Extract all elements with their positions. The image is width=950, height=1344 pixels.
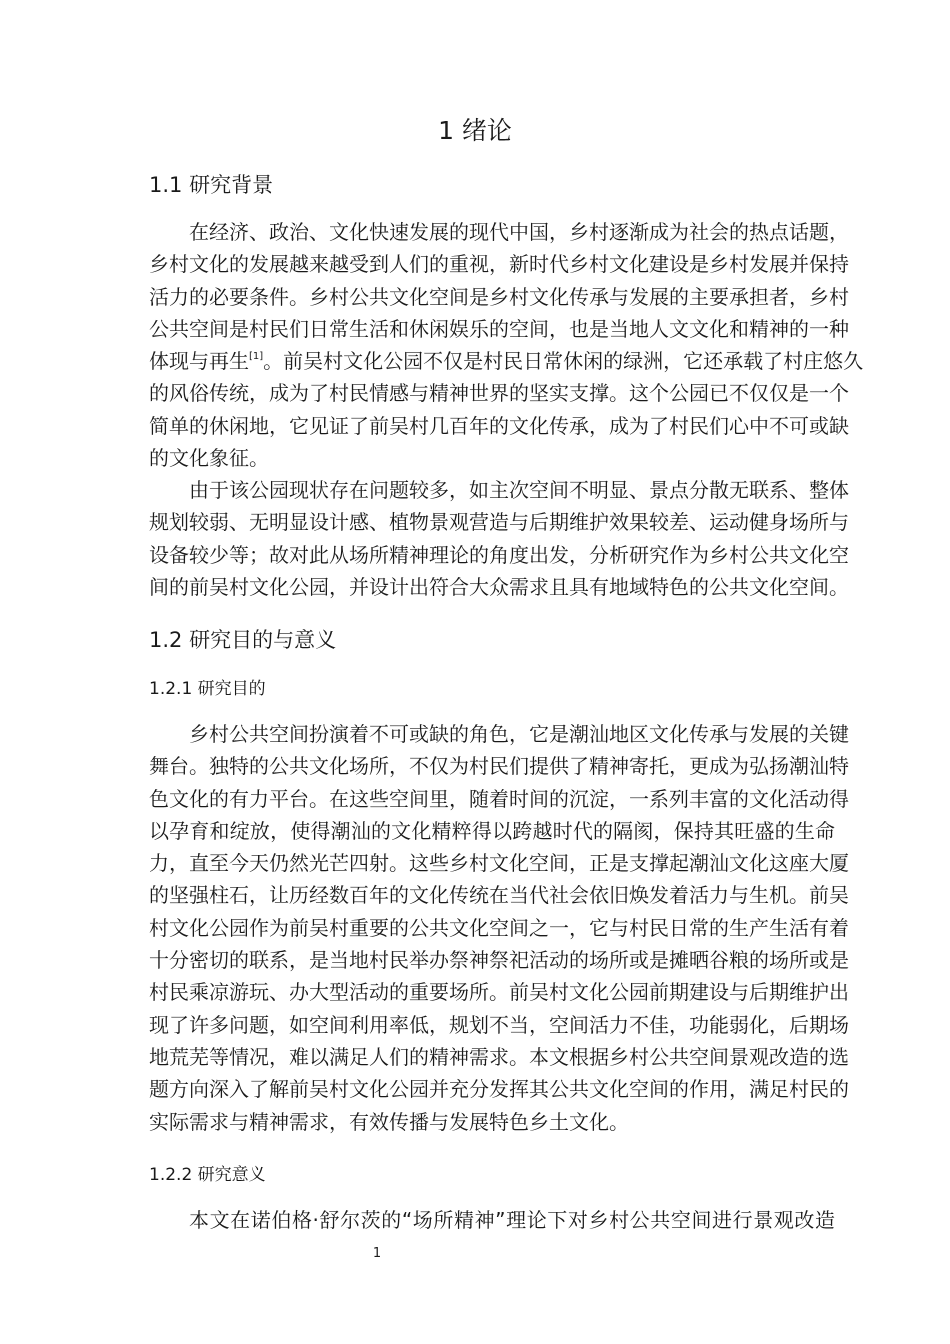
text-line: 色文化的有力平台。在这些空间里，随着时间的沉淀，一系列丰富的文化活动得 xyxy=(149,786,849,811)
text-line: 规划较弱、无明显设计感、植物景观营造与后期维护效果较差、运动健身场所与 xyxy=(149,510,849,535)
text-line: 间的前吴村文化公园，并设计出符合大众需求且具有地域特色的公共文化空间。 xyxy=(149,574,849,599)
text-line: 现了许多问题，如空间利用率低，规划不当，空间活力不佳，功能弱化，后期场 xyxy=(149,1012,849,1037)
section-heading-1-2-1: 1.2.1 研究目的 xyxy=(149,679,266,699)
text-line: 的文化象征。 xyxy=(149,446,269,471)
text-line: 村文化公园作为前吴村重要的公共文化空间之一，它与村民日常的生产生活有着 xyxy=(149,915,849,940)
text-line: 简单的休闲地，它见证了前吴村几百年的文化传承，成为了村民们心中不可或缺 xyxy=(149,413,849,438)
text-line: 以孕育和绽放，使得潮汕的文化精粹得以跨越时代的隔阂，保持其旺盛的生命 xyxy=(149,818,835,843)
text-line: 本文在诺伯格·舒尔茨的“场所精神”理论下对乡村公共空间进行景观改造 xyxy=(189,1208,835,1232)
text-line: 舞台。独特的公共文化场所，不仅为村民们提供了精神寄托，更成为弘扬潮汕特 xyxy=(149,754,849,779)
text-line: 活力的必要条件。乡村公共文化空间是乡村文化传承与发展的主要承担者，乡村 xyxy=(149,284,849,309)
text-line: 的坚强柱石，让历经数百年的文化传统在当代社会依旧焕发着活力与生机。前吴 xyxy=(149,883,849,908)
section-heading-1-1: 1.1 研究背景 xyxy=(149,173,274,197)
text-line: 实际需求与精神需求，有效传播与发展特色乡土文化。 xyxy=(149,1109,629,1134)
text-line: 在经济、政治、文化快速发展的现代中国，乡村逐渐成为社会的热点话题， xyxy=(189,220,849,244)
paragraph-background-2 xyxy=(149,474,849,603)
text-segment: 体现与再生 xyxy=(149,349,249,374)
page-number: 1 xyxy=(372,1246,382,1261)
text-line: 题方向深入了解前吴村文化公园并充分发挥其公共文化空间的作用，满足村民的 xyxy=(149,1077,849,1102)
text-line-with-citation xyxy=(149,345,864,377)
text-line: 村民乘凉游玩、办大型活动的重要场所。前吴村文化公园前期建设与后期维护出 xyxy=(149,980,849,1005)
text-line: 十分密切的联系，是当地村民举办祭神祭祀活动的场所或是摊晒谷粮的场所或是 xyxy=(149,948,849,973)
section-heading-1-2-2: 1.2.2 研究意义 xyxy=(149,1165,266,1185)
paragraph-purpose xyxy=(149,718,849,1138)
section-heading-1-2: 1.2 研究目的与意义 xyxy=(149,628,337,652)
paragraph-significance xyxy=(149,1204,835,1236)
citation-link[interactable]: [1] xyxy=(249,351,264,363)
text-line: 乡村公共空间扮演着不可或缺的角色，它是潮汕地区文化传承与发展的关键 xyxy=(189,722,849,746)
text-line: 设备较少等；故对此从场所精神理论的角度出发，分析研究作为乡村公共文化空 xyxy=(149,542,849,567)
text-line: 地荒芜等情况，难以满足人们的精神需求。本文根据乡村公共空间景观改造的选 xyxy=(149,1044,849,1069)
text-line: 力，直至今天仍然光芒四射。这些乡村文化空间，正是支撑起潮汕文化这座大厦 xyxy=(149,851,849,876)
text-segment: 。前吴村文化公园不仅是村民日常休闲的绿洲，它还承载了村庄悠久 xyxy=(263,349,864,374)
text-line: 乡村文化的发展越来越受到人们的重视，新时代乡村文化建设是乡村发展并保持 xyxy=(149,252,849,277)
text-line: 公共空间是村民们日常生活和休闲娱乐的空间，也是当地人文文化和精神的一种 xyxy=(149,316,849,341)
text-line: 由于该公园现状存在问题较多，如主次空间不明显、景点分散无联系、整体 xyxy=(189,478,849,502)
paragraph-background-1 xyxy=(149,216,864,474)
text-line: 的风俗传统，成为了村民情感与精神世界的坚实支撑。这个公园已不仅仅是一个 xyxy=(149,381,849,406)
chapter-title: 1 绪论 xyxy=(438,116,512,145)
